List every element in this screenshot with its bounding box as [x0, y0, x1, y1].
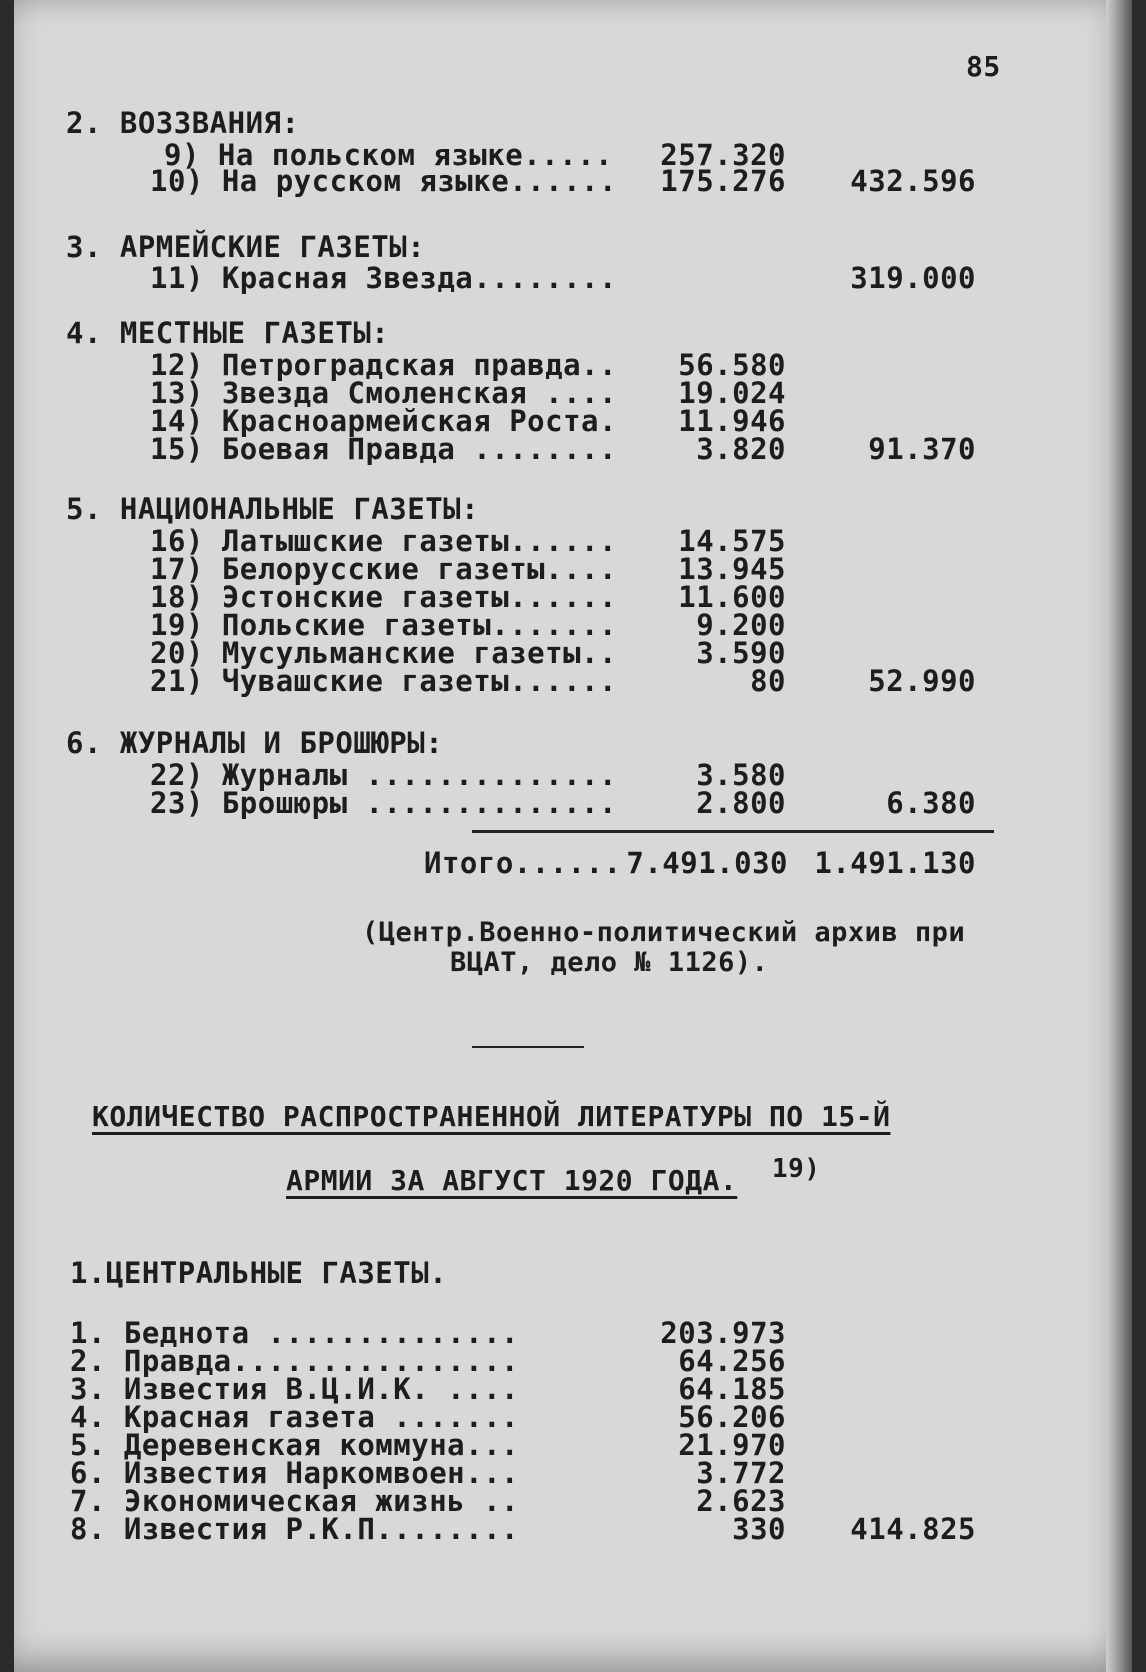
item-label: 21) Чувашские газеты...... [150, 664, 617, 698]
item-label: 18) Эстонские газеты...... [150, 580, 617, 614]
item-label: 23) Брошюры .............. [150, 786, 617, 820]
item-label: 14) Красноармейская Роста. [150, 404, 617, 438]
item-label: 12) Петроградская правда.. [150, 348, 617, 382]
list-item-value: 203.973 [660, 1316, 786, 1350]
section-total: 432.596 [850, 164, 976, 198]
itogo-total: 1.491.130 [814, 846, 976, 880]
section-total: 319.000 [850, 261, 976, 295]
source-line-1: (Центр.Военно-политический архив при [362, 917, 966, 948]
item-label: 22) Журналы .............. [150, 758, 617, 792]
section-total: 6.380 [886, 786, 976, 820]
source-line-2: ВЦАТ, дело № 1126). [450, 947, 769, 978]
item-value: 56.580 [678, 348, 786, 382]
item-label: 17) Белорусские газеты.... [150, 552, 617, 586]
list-item-label: 5. Деревенская коммуна... [70, 1428, 519, 1462]
list-item-label: 4. Красная газета ....... [70, 1400, 519, 1434]
item-label: 11) Красная Звезда........ [150, 261, 617, 295]
page-number: 85 [966, 50, 1001, 83]
list-item-value: 56.206 [678, 1400, 786, 1434]
footnote-marker: 19) [772, 1154, 821, 1184]
itogo-label: Итого...... [424, 846, 622, 880]
report-heading-line-2: АРМИИ ЗА АВГУСТ 1920 ГОДА. [286, 1164, 738, 1197]
item-label: 9) На польском языке..... [164, 138, 613, 172]
item-label: 19) Польские газеты....... [150, 608, 617, 642]
list-item-value: 2.623 [696, 1484, 786, 1518]
item-value: 9.200 [696, 608, 786, 642]
list-item-value: 3.772 [696, 1456, 786, 1490]
list-item-value: 21.970 [678, 1428, 786, 1462]
item-value: 3.820 [696, 432, 786, 466]
document-page [14, 0, 1132, 1672]
list-item-label: 6. Известия Наркомвоен... [70, 1456, 519, 1490]
item-value: 175.276 [660, 164, 786, 198]
list-item-value: 330 [732, 1512, 786, 1546]
list-item-label: 2. Правда................ [70, 1344, 519, 1378]
item-label: 10) На русском языке...... [150, 164, 617, 198]
item-value: 19.024 [678, 376, 786, 410]
page-edge-shadow [1106, 0, 1132, 1672]
item-value: 3.580 [696, 758, 786, 792]
list-item-label: 3. Известия В.Ц.И.К. .... [70, 1372, 519, 1406]
list-item-label: 8. Известия Р.К.П........ [70, 1512, 519, 1546]
section-title: 5. НАЦИОНАЛЬНЫЕ ГАЗЕТЫ: [66, 492, 480, 526]
item-value: 80 [750, 664, 786, 698]
item-value: 2.800 [696, 786, 786, 820]
item-label: 16) Латышские газеты...... [150, 524, 617, 558]
item-value: 13.945 [678, 552, 786, 586]
list-item-value: 64.256 [678, 1344, 786, 1378]
itogo-value: 7.491.030 [626, 846, 788, 880]
section-title: 2. ВОЗЗВАНИЯ: [66, 106, 300, 140]
item-value: 11.946 [678, 404, 786, 438]
list-total: 414.825 [850, 1512, 976, 1546]
item-value: 3.590 [696, 636, 786, 670]
total-rule [472, 830, 994, 833]
list-item-label: 1. Беднота .............. [70, 1316, 519, 1350]
section-title: 4. МЕСТНЫЕ ГАЗЕТЫ: [66, 316, 390, 350]
list-item-value: 64.185 [678, 1372, 786, 1406]
subheading: 1.ЦЕНТРАЛЬНЫЕ ГАЗЕТЫ. [70, 1256, 448, 1290]
item-value: 257.320 [660, 138, 786, 172]
section-total: 52.990 [868, 664, 976, 698]
report-heading-line-1: КОЛИЧЕСТВО РАСПРОСТРАНЕННОЙ ЛИТЕРАТУРЫ ПО 15-Й [92, 1100, 891, 1133]
section-total: 91.370 [868, 432, 976, 466]
section-title: 6. ЖУРНАЛЫ И БРОШЮРЫ: [66, 726, 444, 760]
item-label: 13) Звезда Смоленская .... [150, 376, 617, 410]
item-value: 11.600 [678, 580, 786, 614]
item-label: 15) Боевая Правда ........ [150, 432, 617, 466]
section-title: 3. АРМЕЙСКИЕ ГАЗЕТЫ: [66, 230, 426, 264]
list-item-label: 7. Экономическая жизнь .. [70, 1484, 519, 1518]
item-value: 14.575 [678, 524, 786, 558]
item-label: 20) Мусульманские газеты.. [150, 636, 617, 670]
separator-rule [472, 1046, 584, 1048]
